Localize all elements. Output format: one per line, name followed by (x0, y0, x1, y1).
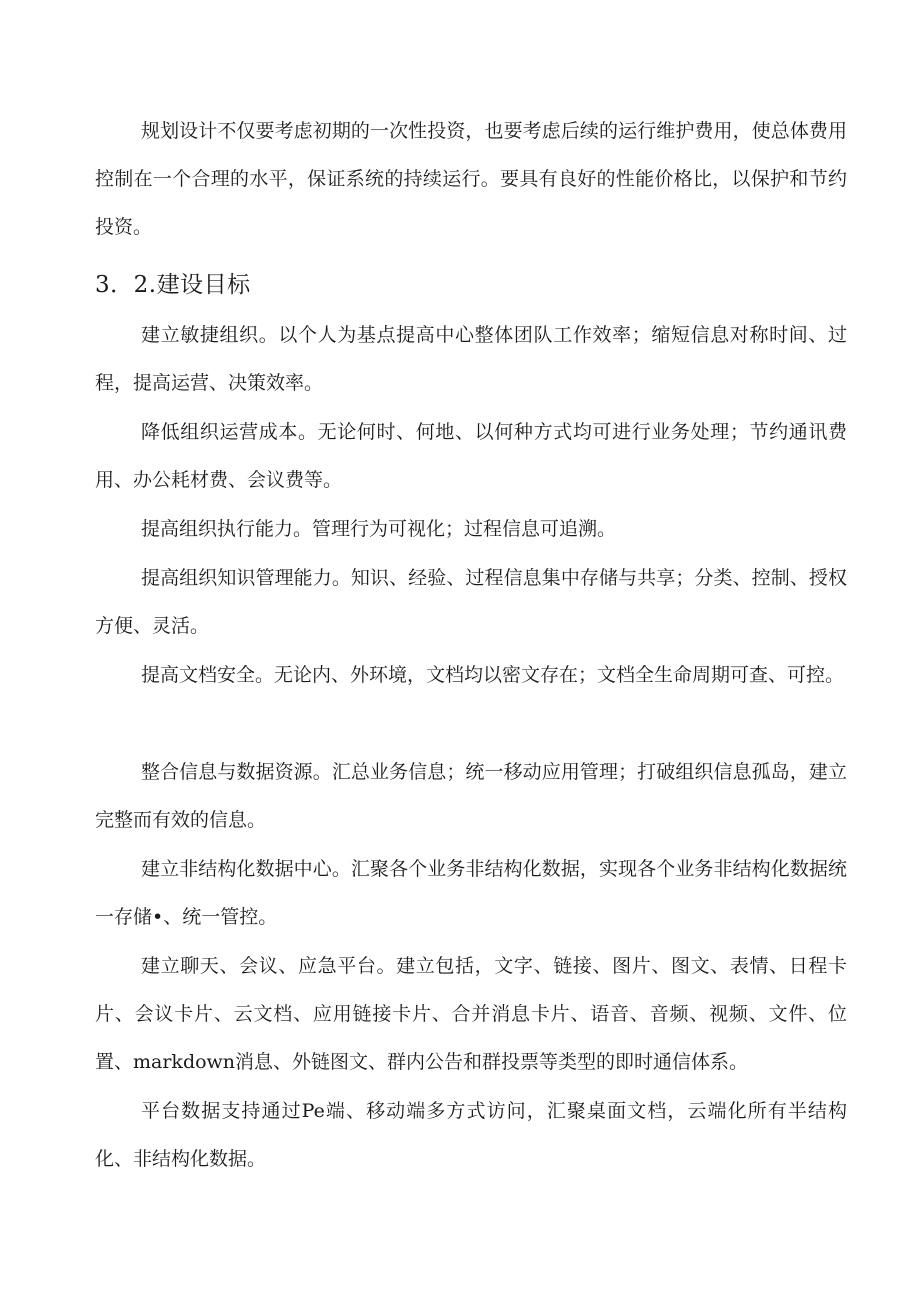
paragraph-platform-access: 平台数据支持通过Pe端、移动端多方式访问，汇聚桌面文档，云端化所有半结构化、非结构化数据。 (95, 1100, 847, 1170)
intro-paragraph: 规划设计不仅要考虑初期的一次性投资，也要考虑后续的运行维护费用，使总体费用控制在一个合理的水平，保证系统的持续运行。要具有良好的性能价格比，以保护和节约投资。 (95, 120, 847, 238)
paragraph-information-integration: 整合信息与数据资源。汇总业务信息；统一移动应用管理；打破组织信息孤岛，建立完整而有效的信息。 (95, 761, 847, 831)
paragraph-document-security: 提高文档安全。无论内、外环境，文档均以密文存在；文档全生命周期可查、可控。 (141, 664, 845, 686)
section-heading: 3．2.建设目标 (95, 272, 251, 298)
paragraph-agile-organization: 建立敏捷组织。以个人为基点提高中心整体团队工作效率；缩短信息对称时间、过程，提高运营、决策效率。 (95, 324, 847, 394)
paragraph-execution-ability: 提高组织执行能力。管理行为可视化；过程信息可追溯。 (141, 518, 617, 540)
paragraph-unstructured-data-center: 建立非结构化数据中心。汇聚各个业务非结构化数据，实现各个业务非结构化数据统一存储•、统一管控。 (95, 858, 847, 928)
paragraph-knowledge-management: 提高组织知识管理能力。知识、经验、过程信息集中存储与共享；分类、控制、授权方便、灵活。 (95, 567, 847, 637)
paragraph-chat-meeting-platform: 建立聊天、会议、应急平台。建立包括，文字、链接、图片、图文、表情、日程卡片、会议卡片、云文档、应用链接卡片、合并消息卡片、语音、音频、视频、文件、位置、markdown消息、外链图文、群内公告和群投票等类型的即时通信体系。 (95, 955, 847, 1073)
paragraph-reduce-costs: 降低组织运营成本。无论何时、何地、以何种方式均可进行业务处理；节约通讯费用、办公耗材费、会议费等。 (95, 421, 847, 491)
